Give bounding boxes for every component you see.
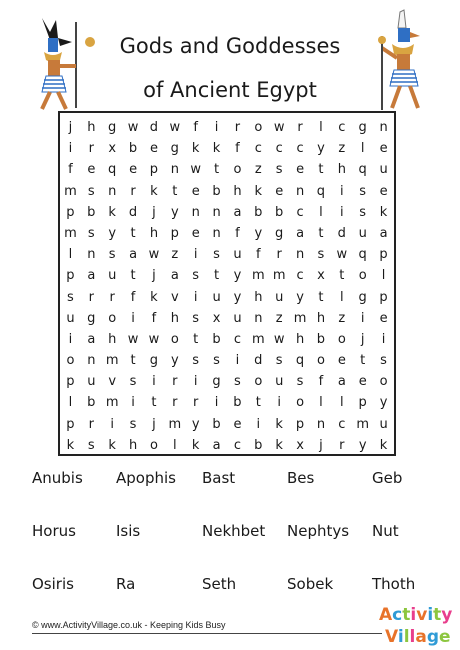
grid-letter: d [149,120,159,135]
grid-letter: y [379,395,388,411]
grid-letter: o [358,268,367,284]
grid-letter: t [214,162,220,178]
grid-letter: i [68,331,73,347]
egyptian-god-figure-icon [370,8,450,112]
grid-letter: i [235,353,240,369]
grid-letter: s [192,353,200,369]
word-list-item: Nephtys [287,522,350,540]
word-list-item: Osiris [32,575,74,593]
grid-letter: r [339,437,345,453]
grid-letter: f [235,225,240,241]
grid-letter: o [66,353,75,369]
logo-text: Activity [379,605,453,625]
grid-letter: k [150,289,158,305]
grid-letter: g [87,310,96,326]
grid-letter: s [213,247,220,263]
grid-letter: k [66,437,75,453]
anubis-figure-icon [20,12,100,112]
grid-letter: a [170,268,179,284]
grid-letter: r [172,374,178,390]
grid-letter: h [108,331,117,347]
grid-letter: n [295,183,305,199]
grid-letter: i [256,416,261,432]
grid-letter: b [87,395,96,411]
grid-letter: t [255,395,261,411]
grid-letter: b [128,141,138,157]
grid-letter: h [87,120,96,135]
word-list-item: Horus [32,522,76,540]
grid-letter: h [254,289,263,305]
grid-letter: k [108,204,116,220]
grid-row [60,223,394,244]
grid-row [60,265,394,286]
grid-letter: s [129,374,137,390]
grid-letter: n [379,120,388,135]
grid-letter: p [379,247,388,263]
grid-letter: n [254,310,263,326]
grid-letter: h [170,310,179,326]
grid-letter: g [108,120,117,135]
grid-letter: h [128,437,138,453]
grid-letter: x [212,310,221,326]
grid-letter: m [293,310,307,326]
grid-letter: q [295,353,305,369]
grid-letter: h [233,183,242,199]
grid-letter: e [337,353,346,369]
grid-letter: s [380,353,387,369]
grid-letter: r [88,141,94,157]
grid-letter: s [234,374,241,390]
grid-letter: o [233,162,242,178]
grid-letter: l [319,395,323,411]
grid-letter: j [152,268,156,284]
grid-letter: x [296,437,304,453]
grid-letter: d [254,353,263,369]
grid-letter: f [130,289,136,305]
grid-letter: e [379,183,388,199]
grid-letter: c [275,141,283,157]
grid-letter: w [273,331,285,347]
grid-letter: y [358,437,367,453]
grid-letter: g [212,374,221,390]
word-list-item: Bes [287,469,315,487]
grid-letter: d [128,204,138,220]
grid-letter: e [379,141,388,157]
grid-letter: r [276,247,282,263]
grid-letter: w [273,120,285,135]
grid-letter: s [275,353,283,369]
grid-letter: s [87,437,95,453]
grid-letter: c [233,331,242,347]
grid-letter: f [68,162,73,178]
grid-letter: w [336,247,348,263]
grid-letter: y [296,289,304,305]
grid-letter: j [152,416,156,432]
grid-row [60,117,394,138]
grid-letter: i [68,141,73,157]
grid-letter: i [214,395,219,411]
grid-letter: y [108,225,117,241]
grid-letter: l [381,268,386,284]
grid-letter: n [212,225,221,241]
grid-letter: y [191,416,200,432]
grid-row [60,329,394,350]
grid-letter: u [87,374,96,390]
grid-letter: p [379,289,388,305]
grid-letter: n [316,416,326,432]
grid-letter: r [297,120,303,135]
grid-letter: w [127,331,139,347]
grid-letter: q [358,247,367,263]
grid-letter: r [88,416,94,432]
grid-letter: k [254,183,263,199]
activity-village-logo [375,600,453,648]
grid-letter: b [212,331,221,347]
grid-letter: l [319,204,323,220]
grid-letter: b [87,204,96,220]
grid-letter: f [235,141,240,157]
grid-letter: t [318,162,324,178]
grid-letter: y [254,225,263,241]
grid-letter: m [356,416,370,432]
grid-letter: c [254,141,262,157]
grid-letter: t [193,331,199,347]
grid-letter: z [338,141,346,157]
grid-letter: k [108,437,116,453]
grid-letter: k [191,437,200,453]
grid-letter: b [212,183,221,199]
grid-letter: n [170,162,179,178]
grid-letter: i [110,416,114,432]
word-list-item: Thoth [372,575,416,593]
grid-letter: o [108,310,117,326]
grid-letter: m [251,331,265,347]
footer-divider [32,633,382,634]
grid-letter: m [64,225,77,241]
grid-letter: t [318,225,324,241]
grid-letter: x [317,268,325,284]
grid-letter: i [277,395,281,411]
word-list-item: Anubis [32,469,83,487]
grid-letter: k [275,416,283,432]
grid-letter: m [272,268,286,284]
grid-letter: z [171,247,179,263]
grid-letter: h [337,162,346,178]
grid-letter: i [131,310,135,326]
grid-letter: y [170,353,179,369]
grid-letter: y [233,289,242,305]
grid-letter: s [275,162,283,178]
grid-letter: y [317,141,325,157]
grid-letter: o [254,374,263,390]
word-search-grid [58,111,396,456]
logo-text: Village [385,627,451,647]
grid-letter: t [130,225,136,241]
grid-letter: s [192,310,200,326]
grid-letter: e [379,310,388,326]
grid-letter: s [213,353,220,369]
grid-letter: o [170,331,179,347]
grid-letter: o [149,437,158,453]
grid-letter: i [340,183,344,199]
grid-letter: z [338,310,346,326]
grid-letter: p [170,225,179,241]
grid-letter: r [109,289,115,305]
grid-letter: b [254,437,263,453]
grid-letter: a [233,204,242,220]
grid-letter: v [170,289,179,305]
grid-letter: x [108,141,117,157]
grid-letter: e [149,141,158,157]
grid-letter: l [68,395,73,411]
grid-letter: c [338,120,346,135]
grid-letter: g [358,289,367,305]
grid-letter: b [212,416,221,432]
grid-letter: i [152,374,156,390]
grid-letter: p [66,416,75,432]
grid-letter: u [212,289,221,305]
grid-letter: j [152,204,156,220]
grid-letter: p [358,395,367,411]
grid-letter: l [340,395,344,411]
grid-letter: s [108,247,116,263]
grid-letter: w [148,331,160,347]
grid-letter: g [275,225,284,241]
grid-letter: n [212,204,221,220]
word-list-item: Nekhbet [202,522,266,540]
grid-letter: g [149,353,159,369]
grid-row [60,287,394,308]
grid-letter: b [316,331,326,347]
grid-letter: p [66,204,75,220]
grid-letter: t [339,268,345,284]
grid-letter: s [87,183,95,199]
grid-letter: o [296,395,305,411]
grid-letter: u [233,310,242,326]
grid-letter: a [379,225,388,241]
grid-letter: b [254,204,263,220]
grid-letter: n [87,353,96,369]
grid-letter: e [129,162,138,178]
grid-letter: o [379,374,388,390]
grid-row [60,138,394,159]
grid-letter: a [129,247,138,263]
grid-letter: t [214,268,220,284]
grid-letter: c [296,141,304,157]
word-list-item: Geb [372,469,403,487]
grid-letter: w [148,247,160,263]
grid-letter: i [193,247,198,263]
grid-letter: r [88,289,94,305]
grid-letter: y [170,204,179,220]
grid-letter: u [108,268,117,284]
word-list-item: Apophis [116,469,176,487]
grid-letter: i [131,395,135,411]
grid-letter: i [381,331,386,347]
grid-row [60,414,394,435]
grid-letter: f [318,374,324,390]
grid-letter: g [170,141,179,157]
grid-letter: s [192,268,200,284]
grid-letter: d [337,225,346,241]
grid-letter: e [233,416,242,432]
grid-letter: k [191,141,200,157]
grid-letter: i [360,310,365,326]
grid-letter: e [358,374,367,390]
grid-letter: t [318,289,324,305]
footer-credit: © www.ActivityVillage.co.uk - Keeping Kids Busy [32,620,226,630]
grid-letter: r [193,395,199,411]
grid-letter: q [358,162,367,178]
grid-letter: t [360,353,366,369]
grid-letter: m [168,416,182,432]
word-list-item: Sobek [287,575,334,593]
grid-letter: p [149,162,159,178]
grid-letter: i [193,374,198,390]
grid-letter: s [87,225,95,241]
grid-letter: u [233,247,242,263]
grid-letter: o [337,331,346,347]
grid-row [60,392,394,413]
grid-letter: u [358,225,367,241]
grid-letter: o [254,120,263,135]
grid-letter: k [150,183,158,199]
grid-letter: u [275,289,284,305]
grid-letter: h [295,331,305,347]
grid-letter: q [108,162,117,178]
grid-letter: u [379,416,388,432]
grid-letter: j [360,331,365,347]
grid-letter: a [87,268,96,284]
grid-letter: i [214,120,219,135]
grid-letter: b [275,204,284,220]
grid-letter: u [66,310,75,326]
grid-letter: i [340,204,344,220]
grid-letter: f [151,310,157,326]
grid-row [60,435,394,456]
grid-letter: b [233,395,242,411]
grid-letter: n [295,247,305,263]
page-title-line-1: Gods and Goddesses [119,34,341,58]
grid-letter: c [296,268,304,284]
grid-letter: z [254,162,262,178]
grid-row [60,181,394,202]
grid-letter: n [191,204,200,220]
grid-letter: h [316,310,326,326]
grid-letter: u [379,162,388,178]
grid-letter: s [129,416,137,432]
grid-letter: l [360,141,365,157]
grid-letter: j [319,437,323,453]
grid-letter: c [338,416,346,432]
grid-letter: l [340,289,344,305]
grid-letter: u [275,374,284,390]
grid-letter: n [108,183,117,199]
grid-letter: s [359,204,367,220]
grid-letter: r [172,395,178,411]
grid-letter: p [295,416,305,432]
word-list-item: Seth [202,575,237,593]
word-list-item: Ra [116,575,136,593]
grid-letter: s [67,289,74,305]
grid-letter: v [108,374,117,390]
grid-letter: t [151,395,157,411]
grid-letter: m [64,183,77,199]
grid-letter: s [296,374,304,390]
grid-letter: l [68,247,73,263]
grid-letter: f [193,120,198,135]
grid-letter: t [130,353,136,369]
grid-letter: i [193,289,198,305]
grid-letter: j [68,120,73,135]
grid-letter: l [173,437,177,453]
grid-row [60,159,394,180]
grid-letter: k [275,437,283,453]
grid-row [60,308,394,329]
grid-row [60,350,394,371]
grid-letter: w [127,120,139,135]
grid-letter: e [191,183,200,199]
grid-row [60,371,394,392]
grid-letter: e [87,162,96,178]
grid-letter: y [233,268,242,284]
grid-letter: n [87,247,96,263]
grid-letter: s [359,183,367,199]
grid-letter: z [275,310,283,326]
grid-letter: t [172,183,178,199]
grid-letter: k [379,437,388,453]
grid-letter: m [105,353,119,369]
grid-letter: p [66,268,75,284]
grid-letter: m [251,268,265,284]
grid-letter: c [233,437,242,453]
grid-letter: o [316,353,325,369]
grid-letter: k [379,204,388,220]
grid-letter: m [105,395,119,411]
grid-letter: g [358,120,367,135]
grid-letter: p [66,374,75,390]
word-list-item: Isis [116,522,141,540]
grid-letter: s [317,247,325,263]
grid-letter: e [191,225,200,241]
grid-row [60,202,394,223]
grid-letter: h [149,225,159,241]
grid-letter: r [130,183,136,199]
grid-letter: f [256,247,261,263]
grid-letter: l [319,120,323,135]
grid-letter: c [296,204,304,220]
grid-letter: r [234,120,241,135]
grid-letter: t [130,268,136,284]
grid-letter: w [169,120,181,135]
grid-letter: a [296,225,305,241]
grid-letter: k [212,141,221,157]
grid-letter: a [337,374,346,390]
word-list-item: Nut [372,522,399,540]
grid-letter: e [296,162,305,178]
grid-letter: w [190,162,201,178]
grid-row [60,244,394,265]
word-list-item: Bast [202,469,236,487]
grid-letter: a [87,331,96,347]
grid-letter: e [275,183,284,199]
grid-letter: q [316,183,326,199]
grid-letter: a [212,437,221,453]
page-title-line-2: of Ancient Egypt [143,78,317,102]
